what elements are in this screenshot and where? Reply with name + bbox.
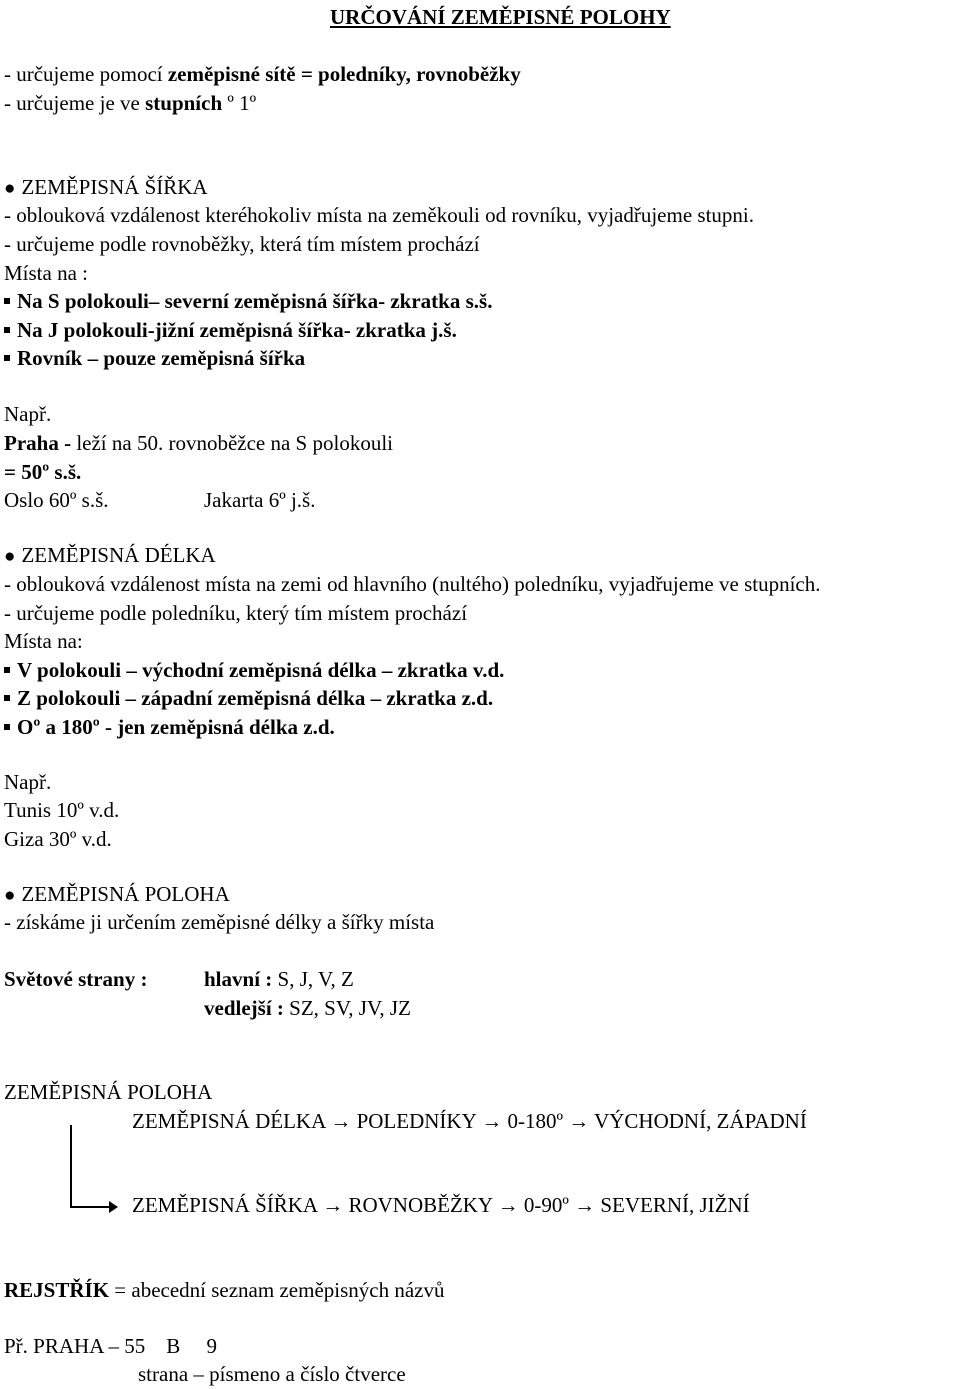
sirka-desc-2: - určujeme podle rovnoběžky, která tím místem prochází <box>4 232 480 256</box>
poloha-heading: ● ZEMĚPISNÁ POLOHA <box>4 882 230 906</box>
delka-bullet-2: Z polokouli – západní zeměpisná délka – zkratka z.d. <box>4 686 493 710</box>
rejstrik-legend: strana – písmeno a číslo čtverce <box>138 1362 406 1386</box>
delka-desc-2: - určujeme podle poledníku, který tím místem prochází <box>4 601 468 625</box>
jakarta-value: Jakarta 6º j.š. <box>204 488 316 512</box>
sirka-mista: Místa na : <box>4 261 88 285</box>
square-bullet-icon <box>4 355 10 361</box>
poloha-desc: - získáme ji určením zeměpisné délky a šířky místa <box>4 910 435 934</box>
square-bullet-icon <box>4 667 10 673</box>
sirka-bullet-1: Na S polokouli– severní zeměpisná šířka- zkratka s.š. <box>4 289 492 313</box>
strany-vedlejsi: vedlejší : SZ, SV, JV, JZ <box>204 996 411 1020</box>
schema-heading: ZEMĚPISNÁ POLOHA <box>4 1080 213 1104</box>
sirka-bullet-2: Na J polokouli-jižní zeměpisná šířka- zkratka j.š. <box>4 318 457 342</box>
square-bullet-icon <box>4 298 10 304</box>
bullet-dot-icon: ● <box>4 178 16 199</box>
strany-hlavni: hlavní : S, J, V, Z <box>204 967 354 991</box>
giza-value: Giza 30º v.d. <box>4 827 112 851</box>
intro-line-2: - určujeme je ve stupních º 1º <box>4 91 257 115</box>
page-title: URČOVÁNÍ ZEMĚPISNÉ POLOHY <box>330 5 671 29</box>
square-bullet-icon <box>4 327 10 333</box>
sirka-heading: ● ZEMĚPISNÁ ŠÍŘKA <box>4 175 208 199</box>
delka-bullet-1: V polokouli – východní zeměpisná délka – zkratka v.d. <box>4 658 504 682</box>
square-bullet-icon <box>4 695 10 701</box>
rejstrik-example: Př. PRAHA – 55 B 9 <box>4 1334 217 1358</box>
delka-desc-1: - oblouková vzdálenost místa na zemi od hlavního (nultého) poledníku, vyjadřujeme ve stupních. <box>4 572 821 596</box>
sirka-bullet-3: Rovník – pouze zeměpisná šířka <box>4 346 305 370</box>
delka-bullet-3: Oº a 180º - jen zeměpisná délka z.d. <box>4 715 335 739</box>
schema-row-sirka: ZEMĚPISNÁ ŠÍŘKA → ROVNOBĚŽKY → 0-90º → SEVERNÍ, JIŽNÍ <box>132 1193 750 1217</box>
delka-mista: Místa na: <box>4 629 83 653</box>
delka-napr: Např. <box>4 770 52 794</box>
oslo-value: Oslo 60º s.š. <box>4 488 109 512</box>
bullet-dot-icon: ● <box>4 546 16 567</box>
tunis-value: Tunis 10º v.d. <box>4 798 120 822</box>
schema-row-delka: ZEMĚPISNÁ DÉLKA → POLEDNÍKY → 0-180º → VÝCHODNÍ, ZÁPADNÍ <box>132 1109 807 1133</box>
delka-heading: ● ZEMĚPISNÁ DÉLKA <box>4 543 216 567</box>
praha-line: Praha - leží na 50. rovnoběžce na S polokouli <box>4 431 393 455</box>
sirka-napr: Např. <box>4 402 52 426</box>
strany-label: Světové strany : <box>4 967 148 991</box>
schema-arrow-icon <box>70 1206 116 1208</box>
rejstrik-line: REJSTŘÍK = abecední seznam zeměpisných názvů <box>4 1278 445 1302</box>
praha-value: = 50º s.š. <box>4 460 82 484</box>
sirka-desc-1: - oblouková vzdálenost kteréhokoliv místa na zeměkouli od rovníku, vyjadřujeme stupni. <box>4 203 755 227</box>
square-bullet-icon <box>4 724 10 730</box>
intro-line-1: - určujeme pomocí zeměpisné sítě = poledníky, rovnoběžky <box>4 62 521 86</box>
bullet-dot-icon: ● <box>4 885 16 906</box>
schema-bracket-line <box>70 1125 72 1207</box>
